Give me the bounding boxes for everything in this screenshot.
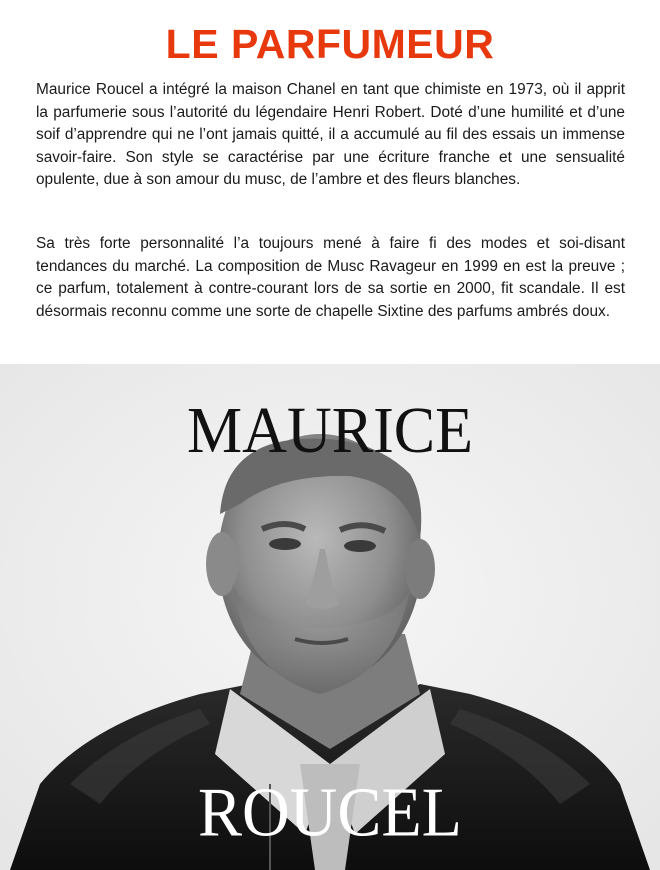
biography-paragraph-2: Sa très forte personnalité l’a toujours mené à faire fi des modes et soi-disant tendances du marché. La composition de Musc Ravageur en 1999 en est la preuve ; ce parfum, totalement à contre-courant lors de sa sortie en 2000, fit scandale. Il est désormais reconnu comme une sorte de chapelle Sixtine des parfums ambrés doux. (36, 235, 625, 320)
portrait-first-name: MAURICE (187, 394, 473, 468)
portrait-last-name: ROUCEL (198, 773, 462, 852)
page-title: LE PARFUMEUR (165, 21, 495, 67)
biography-paragraph-1: Maurice Roucel a intégré la maison Chanel en tant que chimiste en 1973, où il apprit la parfumerie sous l’autorité du légendaire Henri Robert. Doté d’une humilité et d’une soif d’apprendre qui ne l’ont jamais quitté, il a accumulé au fil des essais un immense savoir-faire. Son style se caractérise par une écriture franche et une sensualité opulente, due à son amour du musc, de l’ambre et des fleurs blanches. (36, 81, 625, 189)
